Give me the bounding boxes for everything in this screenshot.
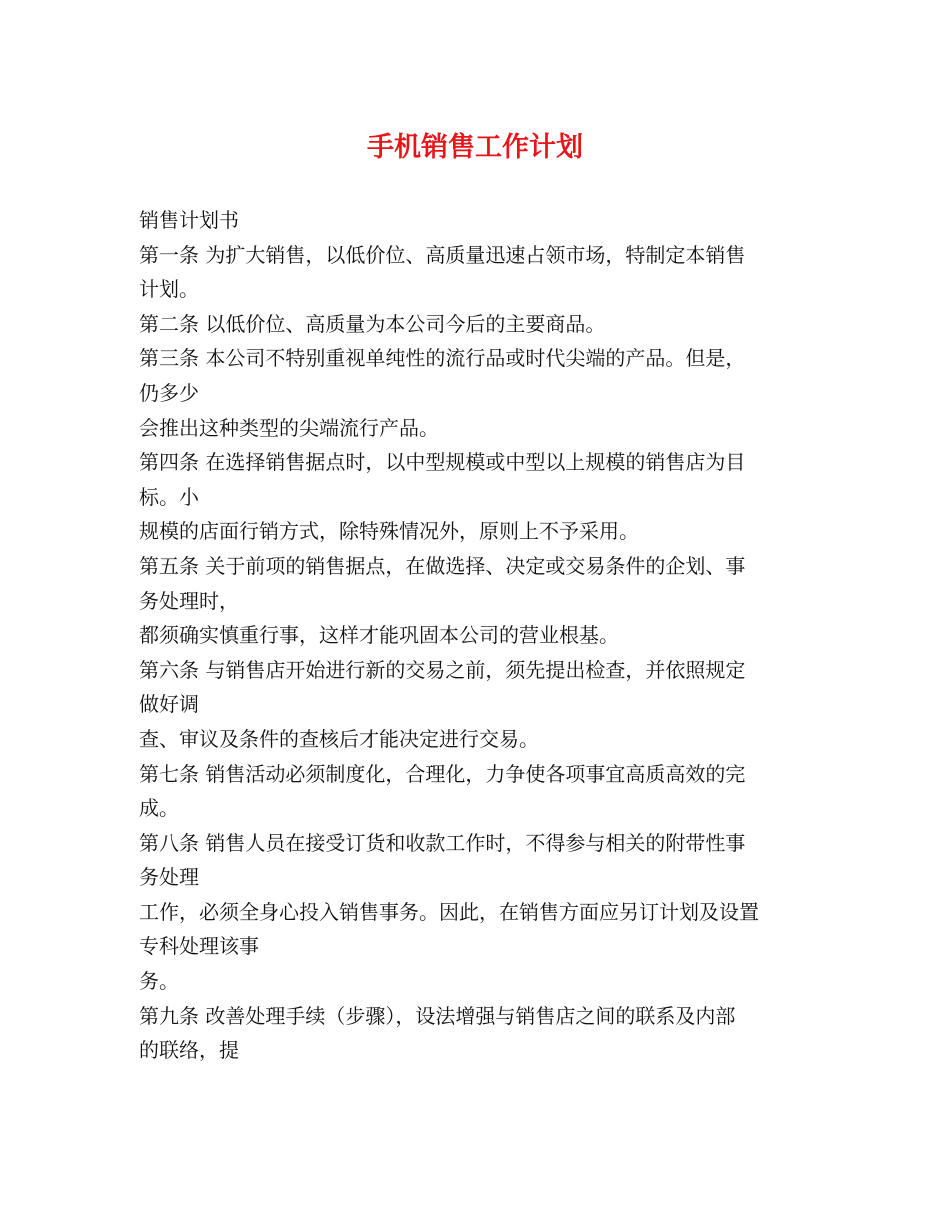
text-line: 计划。 — [139, 277, 199, 302]
text-line: 务处理 — [139, 865, 199, 890]
text-line: 专科处理该事 — [139, 934, 259, 959]
text-line: 第一条 为扩大销售，以低价位、高质量迅速占领市场，特制定本销售 — [139, 242, 746, 267]
text-line: 第七条 销售活动必须制度化，合理化，力争使各项事宜高质高效的完 — [139, 761, 746, 786]
text-line: 标。小 — [139, 484, 199, 509]
text-line: 会推出这种类型的尖端流行产品。 — [139, 415, 439, 440]
text-line: 务。 — [139, 969, 179, 994]
text-line: 第四条 在选择销售据点时，以中型规模或中型以上规模的销售店为目 — [139, 450, 746, 475]
document-body — [139, 203, 813, 1068]
text-line: 规模的店面行销方式，除特殊情况外，原则上不予采用。 — [139, 519, 639, 544]
text-line: 工作，必须全身心投入销售事务。因此，在销售方面应另订计划及设置 — [139, 899, 759, 924]
text-line: 务处理时， — [139, 588, 239, 613]
text-line: 做好调 — [139, 692, 199, 717]
text-line: 仍多少 — [139, 380, 199, 405]
text-line: 第三条 本公司不特别重视单纯性的流行品或时代尖端的产品。但是， — [139, 346, 746, 371]
text-line: 第九条 改善处理手续（步骤），设法增强与销售店之间的联系及内部 — [139, 1003, 736, 1028]
text-line: 的联络，提 — [139, 1038, 239, 1063]
text-line: 第五条 关于前项的销售据点，在做选择、决定或交易条件的企划、事 — [139, 553, 746, 578]
text-line: 第八条 销售人员在接受订货和收款工作时，不得参与相关的附带性事 — [139, 830, 746, 855]
text-line: 第二条 以低价位、高质量为本公司今后的主要商品。 — [139, 311, 606, 336]
text-line: 成。 — [139, 796, 179, 821]
text-line: 第六条 与销售店开始进行新的交易之前，须先提出检查，并依照规定 — [139, 657, 746, 682]
text-line: 查、审议及条件的查核后才能决定进行交易。 — [139, 726, 539, 751]
text-line: 销售计划书 — [139, 208, 239, 232]
text-line: 都须确实慎重行事，这样才能巩固本公司的营业根基。 — [139, 623, 619, 648]
document-title: 手机销售工作计划 — [367, 132, 583, 163]
